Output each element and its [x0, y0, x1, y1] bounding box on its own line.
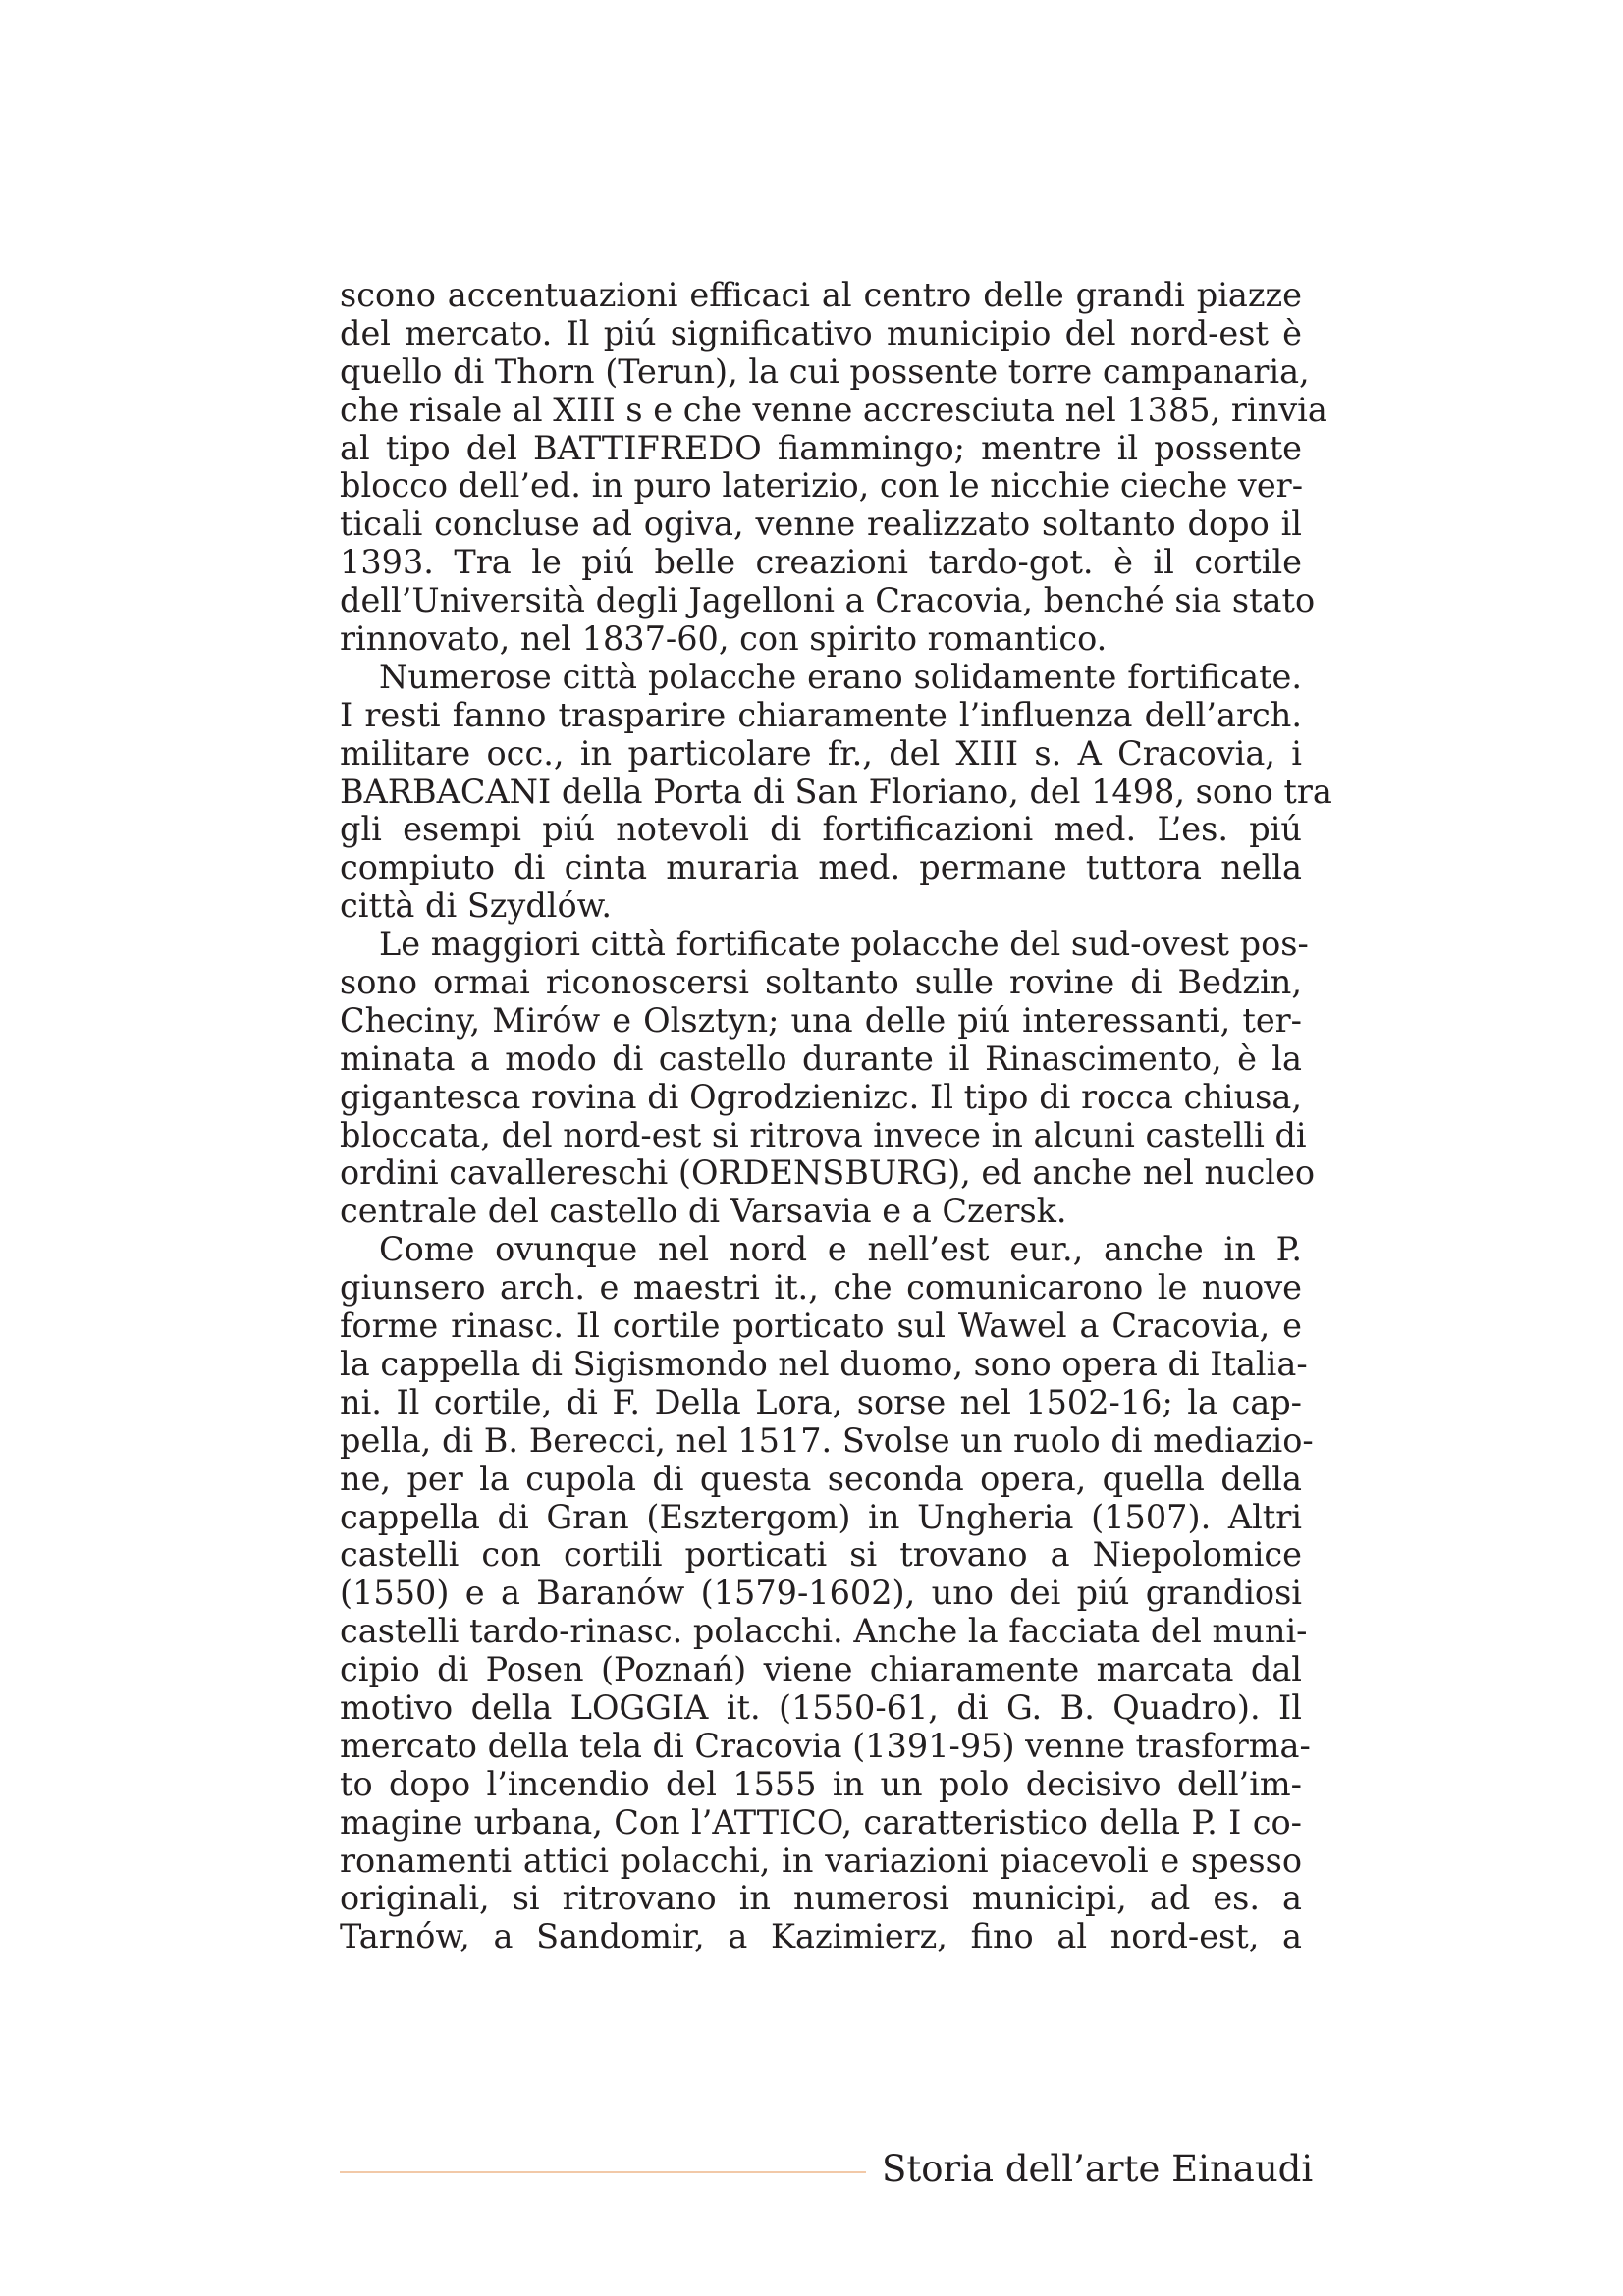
text-line: magine urbana, Con l’ATTICO, caratteristico della P. I co-	[340, 1802, 1302, 1842]
text-line: cappella di Gran (Esztergom) in Ungheria (1507). Altri	[340, 1497, 1302, 1536]
text-line: giunsero arch. e maestri it., che comunicarono le nuove	[340, 1268, 1302, 1308]
text-line: ordini cavallereschi (ORDENSBURG), ed anche nel nucleo	[340, 1153, 1316, 1193]
text-line: cipio di Posen (Poznań) viene chiaramente marcata dal	[340, 1650, 1302, 1689]
text-line: scono accentuazioni efficaci al centro delle grandi piazze	[340, 276, 1302, 314]
text-line: ne, per la cupola di questa seconda opera, quella della	[340, 1459, 1302, 1498]
text-line: Tarnów, a Sandomir, a Kazimierz, fino al nord-est, a	[340, 1917, 1302, 1956]
text-line: Numerose città polacche erano solidamente fortificate.	[379, 657, 1302, 696]
text-line: militare occ., in particolare fr., del XIII s. A Cracovia, i	[340, 733, 1302, 773]
text-line: città di Szydlów.	[340, 886, 613, 926]
text-line: BARBACANI della Porta di San Floriano, del 1498, sono tra	[340, 772, 1332, 811]
footer-divider	[340, 2171, 866, 2173]
text-line: castelli con cortili porticati si trovano a Niepolomice	[340, 1535, 1302, 1575]
text-line: 1393. Tra le piú belle creazioni tardo-got. è il cortile	[340, 543, 1302, 582]
text-line: forme rinasc. Il cortile porticato sul Wawel a Cracovia, e	[340, 1307, 1302, 1346]
text-line: ronamenti attici polacchi, in variazioni piacevoli e spesso	[340, 1841, 1302, 1880]
text-line: ticali concluse ad ogiva, venne realizzato soltanto dopo il	[340, 505, 1302, 544]
text-line: del mercato. Il piú significativo municipio del nord-est è	[340, 313, 1302, 352]
text-line: I resti fanno trasparire chiaramente l’influenza dell’arch.	[340, 695, 1302, 734]
text-line: minata a modo di castello durante il Rinascimento, è la	[340, 1039, 1302, 1078]
text-line: Checiny, Mirów e Olsztyn; una delle piú interessanti, ter-	[340, 1000, 1302, 1040]
text-line: la cappella di Sigismondo nel duomo, sono opera di Italia-	[340, 1344, 1308, 1383]
text-line: al tipo del BATTIFREDO fiammingo; mentre il possente	[340, 428, 1302, 467]
text-line: gigantesca rovina di Ogrodzienizc. Il tipo di rocca chiusa,	[340, 1077, 1302, 1116]
text-line: compiuto di cinta muraria med. permane tuttora nella	[340, 848, 1302, 887]
text-line: blocco dell’ed. in puro laterizio, con le nicchie cieche ver-	[340, 466, 1304, 506]
footer-title: Storia dell’arte Einaudi	[882, 2148, 1314, 2190]
text-line: to dopo l’incendio del 1555 in un polo decisivo dell’im-	[340, 1764, 1302, 1803]
text-line: sono ormai riconoscersi soltanto sulle rovine di Bedzin,	[340, 963, 1302, 1002]
text-line: dell’Università degli Jagelloni a Cracovia, benché sia stato	[340, 581, 1316, 620]
text-line: originali, si ritrovano in numerosi municipi, ad es. a	[340, 1879, 1302, 1918]
text-line: gli esempi piú notevoli di fortificazioni med. L’es. piú	[340, 810, 1302, 849]
text-line: che risale al XIII s e che venne accresciuta nel 1385, rinvia	[340, 390, 1327, 429]
text-line: pella, di B. Berecci, nel 1517. Svolse un ruolo di mediazio-	[340, 1420, 1314, 1460]
text-line: (1550) e a Baranów (1579-1602), uno dei piú grandiosi	[340, 1574, 1302, 1613]
text-line: bloccata, del nord-est si ritrova invece in alcuni castelli di	[340, 1115, 1307, 1154]
text-line: ni. Il cortile, di F. Della Lora, sorse nel 1502-16; la cap-	[340, 1382, 1302, 1421]
text-line: Come ovunque nel nord e nell’est eur., anche in P.	[379, 1230, 1302, 1269]
text-line: rinnovato, nel 1837-60, con spirito romantico.	[340, 619, 1108, 659]
body-text	[340, 276, 1332, 1956]
text-line: centrale del castello di Varsavia e a Czersk.	[340, 1192, 1067, 1231]
text-line: mercato della tela di Cracovia (1391-95) venne trasforma-	[340, 1726, 1311, 1765]
text-line: castelli tardo-rinasc. polacchi. Anche la facciata del muni-	[340, 1612, 1308, 1651]
text-line: motivo della LOGGIA it. (1550-61, di G. B. Quadro). Il	[340, 1687, 1302, 1727]
text-line: Le maggiori città fortificate polacche del sud-ovest pos-	[379, 925, 1309, 964]
text-line: quello di Thorn (Terun), la cui possente torre campanaria,	[340, 351, 1310, 391]
